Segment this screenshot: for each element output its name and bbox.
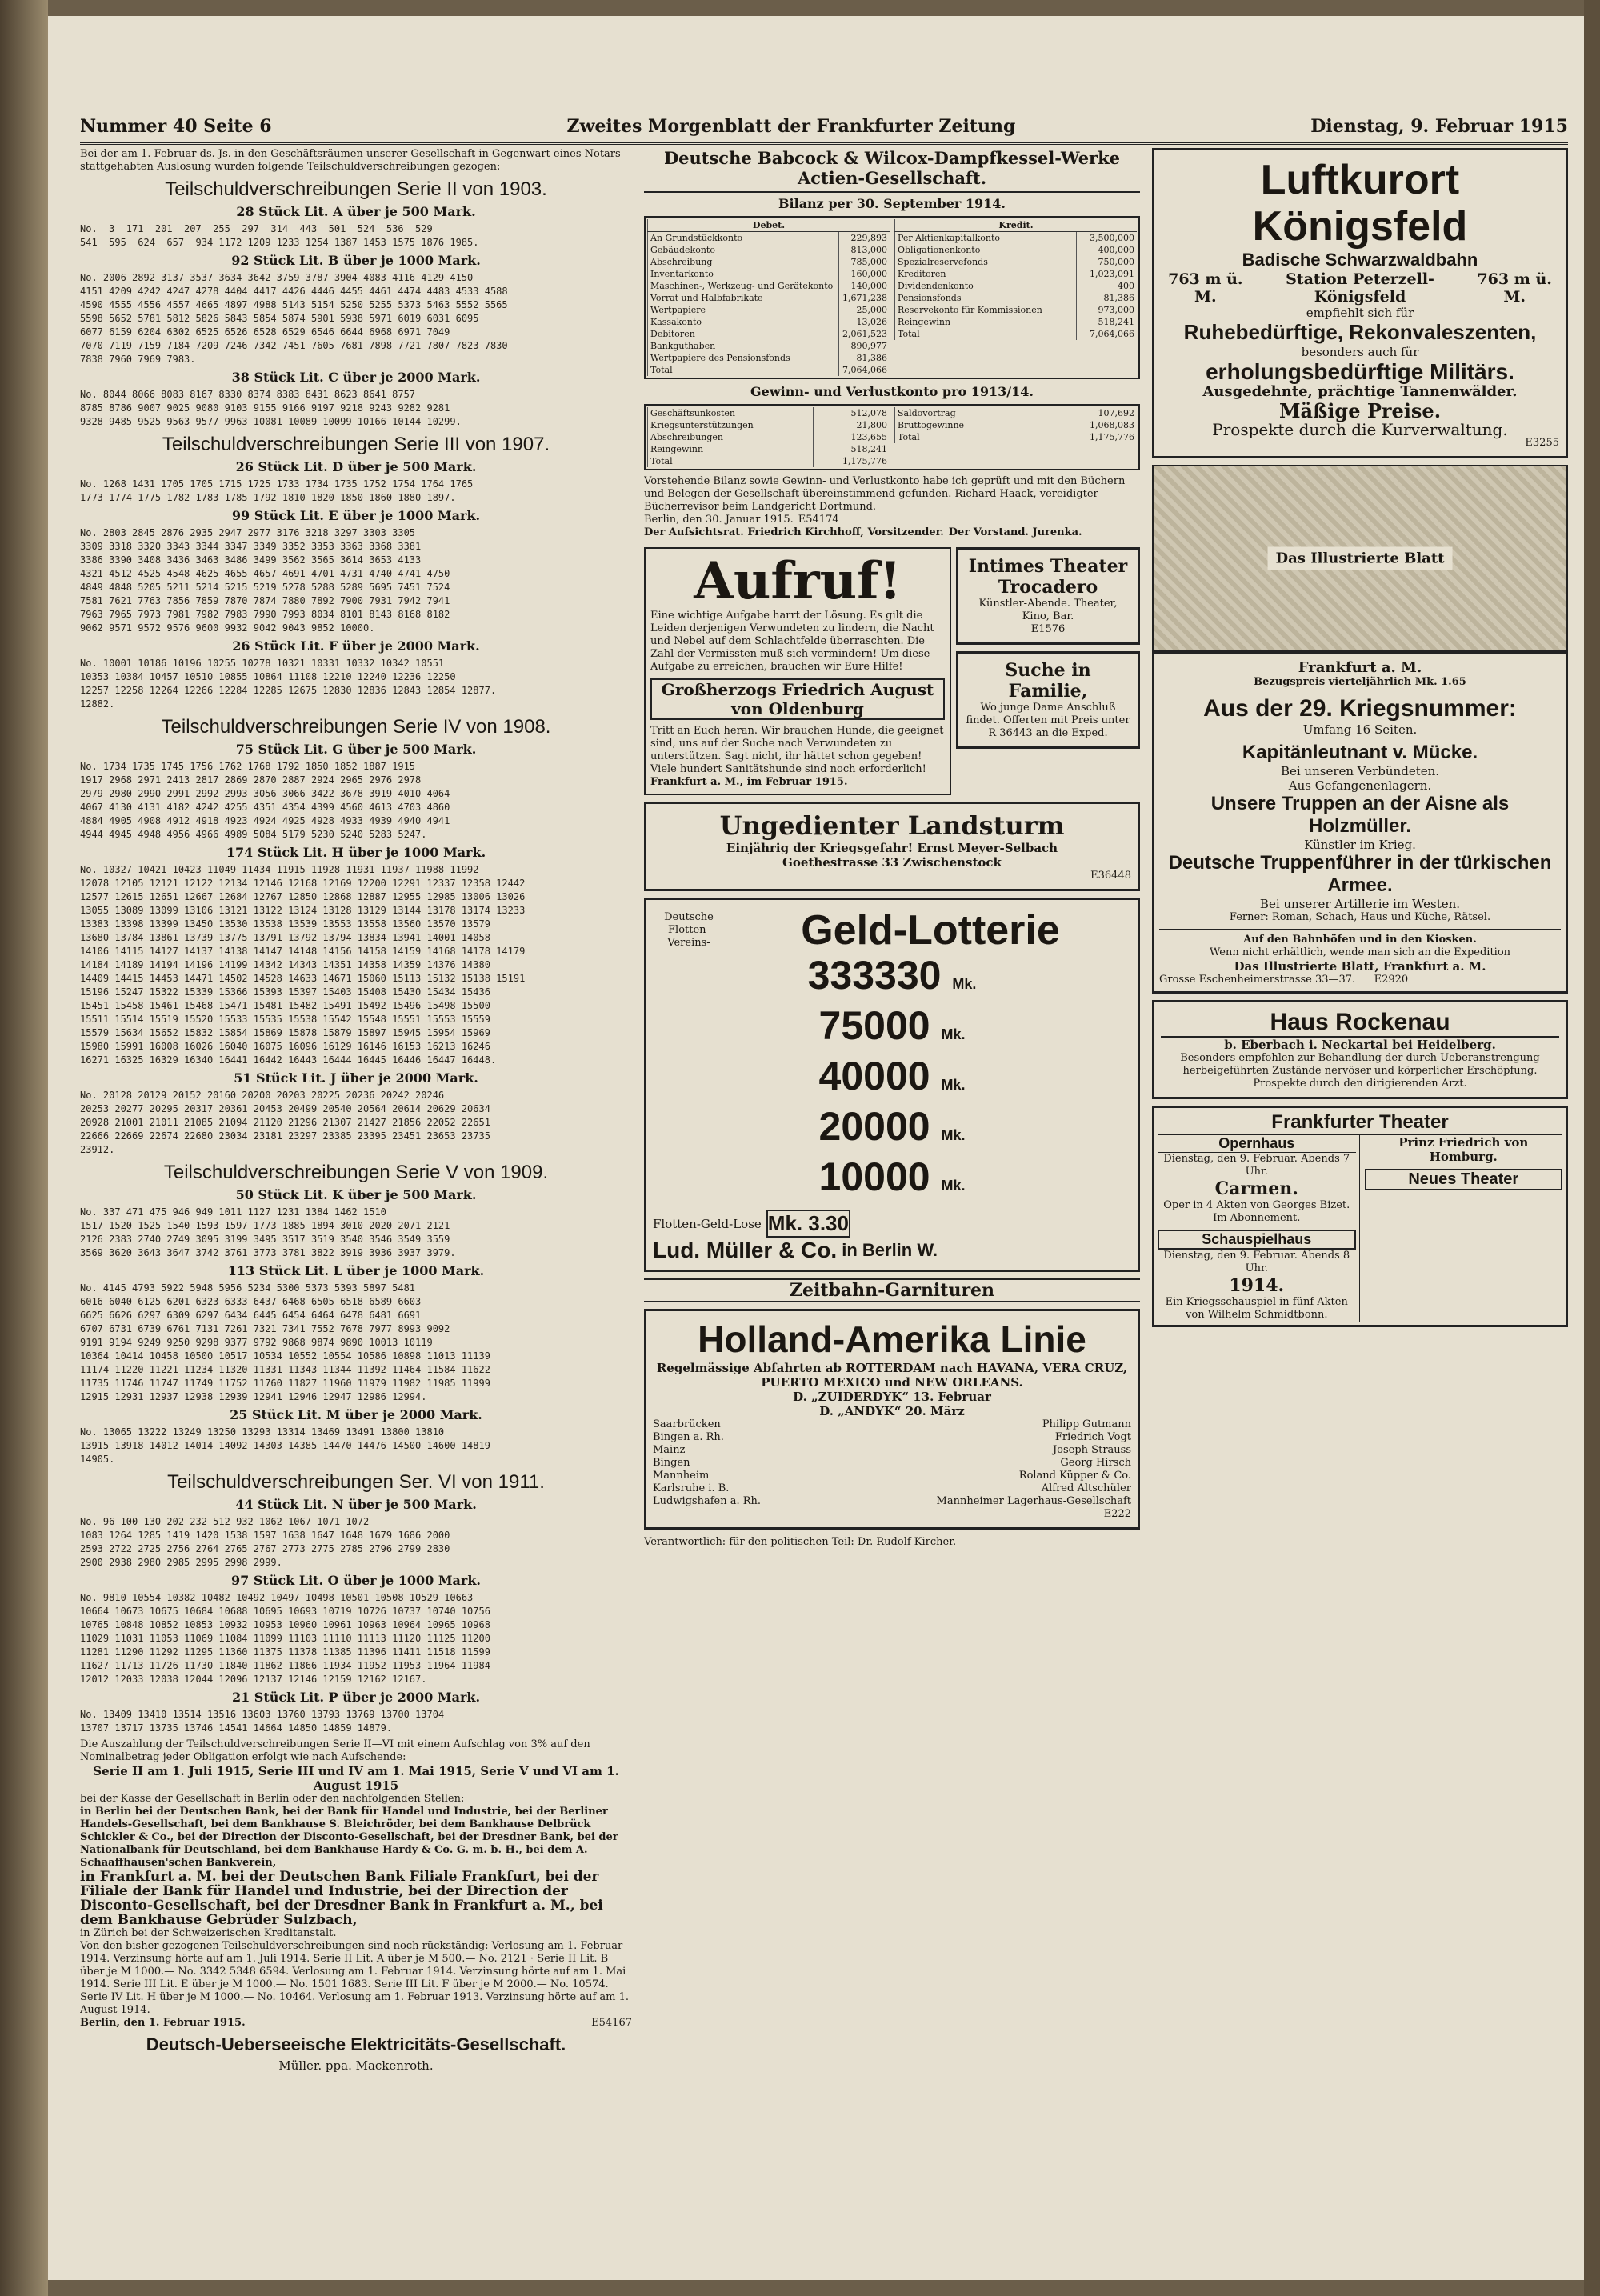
account-label: Wertpapiere des Pensionsfonds [648,352,839,364]
bilanz-title: Bilanz per 30. September 1914. [778,196,1006,211]
account-value: 518,241 [1076,316,1137,328]
walder-text: Ausgedehnte, prächtige Tannenwälder. [1202,383,1518,400]
besonders-text: besonders auch für [1301,345,1419,359]
guv-debet-row [648,455,890,467]
account-label: Kreditoren [895,268,1077,280]
agent-city: Mannheim [653,1470,710,1482]
notice-code: E54167 [591,2017,632,2029]
account-value: 7,064,066 [839,364,890,376]
agent-name: Joseph Strauss [1052,1444,1131,1456]
landsturm-ad [644,802,1140,891]
account-value: 512,078 [814,407,890,419]
account-value: 1,023,091 [1076,268,1137,280]
schau-title: Schauspielhaus [1158,1230,1356,1250]
militaer-text: erholungsbedürftige Militärs. [1206,359,1514,384]
vorstand: Der Vorstand. Jurenka. [948,526,1082,538]
prize-list [653,954,1131,1206]
account-value: 785,000 [839,256,890,268]
guv-debet-row [648,407,890,419]
account-value: 518,241 [814,443,890,455]
aufruf-title: Aufruf! [694,551,902,611]
theater-listing [1152,1106,1568,1327]
lotterie-ad [644,898,1140,1272]
lot-heading: 97 Stück Lit. O über je 1000 Mark. [231,1573,481,1588]
kur-code: E3255 [1525,437,1559,449]
header-left: Nummer 40 Seite 6 [80,116,272,137]
number-list: No. 10327 10421 10423 11049 11434 11915 11928 11931 11937 11988 11992 12078 12105 12121 12122 12134 12146 12168 12169 12200 12291 12337 12358 12442 12577 12615 12651 12667 12684 12767 12850 12868 12887 12955 12985 13006 13026 13055 13089 13099 13106 13121 13122 13124 13128 13129 13144 13178 13174 13233 13383 13398 13399 13450 13530 13538 13539 13553 13558 13560 13570 13579 13680 13784 13861 13739 13775 13791 13792 13794 13834 13941 14001 14058 14106 14115 14127 14137 14138 14147 14148 14156 14158 14159 14168 14178 14179 14184 14189 14194 14196 14199 14342 14343 14351 14358 14359 14376 14380 14409 14415 14453 14471 14502 14528 14633 14671 15060 15113 15132 15138 15191 15196 15247 15322 15339 15366 15393 15397 15403 15408 15430 15434 15436 15451 15458 15461 15468 15471 15481 15482 15491 15492 15496 15498 15500 15511 15514 15519 15520 15533 15535 15538 15542 15548 15551 15553 15559 15579 15634 15652 15832 15854 15869 15878 15879 15897 15945 15954 15969 15980 15991 16008 16026 16040 16075 16096 16129 16146 16153 16213 16246 16271 16325 16329 16340 16441 16442 16443 16444 16445 16446 16447 16448. [80,864,526,1066]
account-value: 1,068,083 [1038,419,1137,431]
guv-kredit-row [895,419,1138,431]
account-value: 13,026 [839,316,890,328]
number-list: No. 1734 1735 1745 1756 1762 1768 1792 1850 1852 1887 1915 1917 2968 2971 2413 2817 2869 2870 2887 2924 2965 2976 2978 2979 2980 2990 2991 2992 2993 3056 3066 3422 3678 3919 4010 4064 4067 4130 4131 4182 4242 4255 4351 4354 4399 4560 4613 4703 4860 4884 4905 4908 4912 4918 4923 4924 4925 4928 4933 4939 4940 4941 4944 4945 4948 4956 4966 4989 5084 5179 5230 5240 5283 5247. [80,761,450,840]
account-label: Vorrat und Halbfabrikate [648,292,839,304]
account-label: Bankguthaben [648,340,839,352]
artillerie: Bei unserer Artillerie im Westen. [1259,897,1461,911]
bei-text: bei der Kasse der Gesellschaft in Berlin oder den nachfolgenden Stellen: [80,1793,465,1805]
account-value: 140,000 [839,280,890,292]
account-value: 1,175,776 [814,455,890,467]
lot-heading: 21 Stück Lit. P über je 2000 Mark. [231,1690,481,1705]
aufsichtsrat: Der Aufsichtsrat. Friedrich Kirchhoff, Vorsitzender. [644,526,944,538]
frankfurt-banks: in Frankfurt a. M. bei der Deutschen Bank Filiale Frankfurt, bei der Filiale der Bank für Handel und Industrie, bei der Direction der Disconto-Gesellschaft, bei der Dresdner Bank in Frankfurt a. M., bei dem Bankhause Gebrüder Sulzbach, [80,1869,603,1928]
verb: Bei unseren Verbündeten. [1280,764,1440,778]
account-label: Total [895,431,1038,443]
kredit-row [895,232,1138,245]
landsturm-address: Goethestrasse 33 Zwischenstock [782,855,1002,870]
schau-text: Ein Kriegsschauspiel in fünf Akten von Wilhelm Schmidtbonn. [1165,1296,1348,1321]
small-ads [956,547,1140,795]
babcock-date: Berlin, den 30. Januar 1915. [644,514,794,526]
agent-row [653,1482,1131,1495]
lotterie-pre: Deutsche Flotten-Vereins- [664,911,714,949]
company-name: Deutsch-Ueberseeische Elektricitäts-Gesellschaft. [146,2034,566,2054]
fuehrer: Deutsche Truppenführer in der türkischen Armee. [1168,852,1552,896]
kredit-row [895,328,1138,340]
theater-title: Frankfurter Theater [1158,1111,1562,1135]
account-label: Abschreibung [648,256,839,268]
kredit-row [895,244,1138,256]
header-center: Zweites Morgenblatt der Frankfurter Zeitung [566,116,1016,137]
babcock-note: Vorstehende Bilanz sowie Gewinn- und Verlustkonto habe ich geprüft und mit den Büchern und Belegen der Gesellschaft übereinstimmend gefunden. Richard Haack, vereidigter Bücherrevisor beim Landgericht Dortmund. [644,475,1126,513]
account-value: 1,175,776 [1038,431,1137,443]
trocadero-ad [956,547,1140,645]
account-label: Abschreibungen [648,431,814,443]
lot-heading: 113 Stück Lit. L über je 1000 Mark. [227,1263,485,1278]
lot-heading: 28 Stück Lit. A über je 500 Mark. [236,204,476,219]
lot-heading: 38 Stück Lit. C über je 2000 Mark. [231,370,481,385]
account-label: Reingewinn [895,316,1077,328]
account-value: 160,000 [839,268,890,280]
kredit-header: Kredit. [895,219,1138,232]
debet-row [648,232,890,245]
series-title: Teilschuldverschreibungen Ser. VI von 1911. [167,1471,545,1493]
kredit-row [895,292,1138,304]
guv-title: Gewinn- und Verlustkonto pro 1913/14. [750,384,1034,399]
berlin-banks: in Berlin bei der Deutschen Bank, bei der Bank für Handel und Industrie, bei der Berliner Handels-Gesellschaft, bei dem Bankhause S. Bleichröder, bei dem Bankhause Delbrück Schickler & Co., bei der Direction der Disconto-Gesellschaft, bei der Dresdner Bank, bei der Nationalbank für Deutschland, bei dem Bankhause Hardy & Co. G. m. b. H., bei dem A. Schaaffhausen'schen Bankverein, [80,1806,618,1869]
carmen: Carmen. [1214,1178,1298,1199]
illus-price: Bezugspreis vierteljährlich Mk. 1.65 [1254,676,1466,688]
debet-header: Debet. [648,219,890,232]
lose-price: Mk. 3.30 [766,1210,850,1238]
lot-heading: 92 Stück Lit. B über je 1000 Mark. [231,253,481,268]
account-value: 81,386 [1076,292,1137,304]
account-label: Kassakonto [648,316,839,328]
account-label: Reservekonto für Kommissionen [895,304,1077,316]
account-value: 400 [1076,280,1137,292]
guv-debet-row [648,431,890,443]
prize-amount: 10000 Mk. [818,1154,966,1199]
account-value: 973,000 [1076,304,1137,316]
landsturm-text: Einjährig der Kriegsgefahr! Ernst Meyer-Selbach [726,841,1058,855]
aufruf-text-2: Tritt an Euch heran. Wir brauchen Hunde, die geeignet sind, uns auf der Suche nach Verwundeten zu unterstützen. Sagt nicht, ihr hättet schon gegeben! Viele hundert Sanitätshunde sind noch erforderlich! [650,725,944,775]
holland-title: Holland-Amerika Linie [698,1318,1086,1360]
account-label: Total [895,328,1077,340]
prize-unit: Mk. [952,976,977,992]
holland-ad [644,1309,1140,1530]
prize-unit: Mk. [941,1077,966,1093]
account-value: 3,500,000 [1076,232,1137,245]
account-label: Total [648,364,839,376]
account-label: Geschäftsunkosten [648,407,814,419]
debet-row [648,316,890,328]
number-list: No. 10001 10186 10196 10255 10278 10321 10331 10332 10342 10551 10353 10384 10457 10510 10855 10864 11108 12210 12240 12236 12250 12257 12258 12264 12266 12284 12285 12675 12830 12836 12843 12854 12877. 12882. [80,658,497,710]
payout-dates: Serie II am 1. Juli 1915, Serie III und IV am 1. Mai 1915, Serie V und VI am 1. August 1915 [93,1764,619,1793]
series-title: Teilschuldverschreibungen Serie V von 1909. [163,1162,549,1183]
agent-row [653,1418,1131,1431]
aufruf-place: Frankfurt a. M., im Februar 1915. [650,776,848,788]
number-list: No. 337 471 475 946 949 1011 1127 1231 1384 1462 1510 1517 1520 1525 1540 1593 1597 1773 1885 1894 3010 2020 2071 2121 2126 2383 2740 2749 3095 3199 3495 3517 3519 3540 3546 3549 3559 3569 3620 3643 3647 3742 3761 3773 3781 3822 3919 3936 3937 3979. [80,1206,456,1258]
account-label: Per Aktienkapitalkonto [895,232,1077,245]
carmen-text: Oper in 4 Akten von Georges Bizet. Im Abonnement. [1163,1199,1350,1224]
neues-title: Neues Theater [1365,1169,1563,1190]
grossherzog: Großherzogs Friedrich August von Oldenburg [650,678,945,720]
agent-city: Karlsruhe i. B. [653,1482,730,1494]
account-value: 890,977 [839,340,890,352]
debet-row [648,244,890,256]
page-header [80,110,1568,145]
account-value: 813,000 [839,244,890,256]
station-name: Station Peterzell-Königsfeld [1286,270,1434,306]
account-label: Saldovortrag [895,407,1038,419]
account-label: Kriegsunterstützungen [648,419,814,431]
header-right: Dienstag, 9. Februar 1915 [1310,116,1568,137]
aufruf-text: Eine wichtige Aufgabe harrt der Lösung. Es gilt die Leiden derjenigen Verwundeten zu lindern, die Nacht und Nebel auf dem Schlachtfelde überraschten. Die Zahl der Vermissten muß sich vermindern! Um diese Aufgabe zu erreichen, brauchen wir Eure Hilfe! [650,610,934,673]
number-list: No. 3 171 201 207 255 297 314 443 501 524 536 529 541 595 624 657 934 1172 1209 1233 1254 1387 1453 1575 1876 1985. [80,223,479,248]
suche-title: Suche in Familie, [1005,660,1091,702]
number-list: No. 2803 2845 2876 2935 2947 2977 3176 3218 3297 3303 3305 3309 3318 3320 3343 3344 3347 3349 3352 3353 3363 3368 3381 3386 3390 3408 3436 3463 3486 3499 3562 3565 3614 3653 4133 4321 4512 4525 4548 4625 4655 4657 4691 4701 4731 4740 4741 4750 4849 4848 5205 5211 5214 5215 5219 5278 5288 5289 5695 7451 7524 7581 7621 7763 7856 7859 7870 7874 7880 7892 7900 7931 7942 7941 7963 7965 7973 7981 7982 7983 7990 7993 8034 8101 8143 8168 8182 9062 9571 9572 9576 9600 9932 9042 9043 9852 10000. [80,527,450,634]
account-value: 750,000 [1076,256,1137,268]
dampfer-1: D. „ZUIDERDYK“ 13. Februar [793,1390,991,1404]
prize-amount: 40000 Mk. [818,1054,966,1098]
babcock-code: E54174 [798,514,839,526]
account-value: 400,000 [1076,244,1137,256]
account-value: 2,061,523 [839,328,890,340]
account-value: 7,064,066 [1076,328,1137,340]
account-value: 107,692 [1038,407,1137,419]
umfang: Umfang 16 Seiten. [1302,722,1418,737]
lotterie-title: Geld-Lotterie [801,907,1060,954]
column-middle [644,148,1140,2220]
agent-city: Ludwigshafen a. Rh. [653,1495,762,1507]
prize-unit: Mk. [941,1127,966,1143]
guv-kredit-row [895,431,1138,443]
guv-kredit-row [895,407,1138,419]
koenigsfeld-title: Luftkurort Königsfeld [1252,157,1468,250]
lot-heading: 50 Stück Lit. K über je 500 Mark. [235,1187,477,1202]
zuerich-bank: in Zürich bei der Schweizerischen Kreditanstalt. [80,1927,337,1939]
account-label: Total [648,455,814,467]
debet-row [648,256,890,268]
guv-debet-row [648,443,890,455]
holland-code: E222 [1103,1508,1131,1520]
lot-heading: 44 Stück Lit. N über je 500 Mark. [235,1497,477,1512]
rockenau-loc: b. Eberbach i. Neckartal bei Heidelberg. [1224,1038,1496,1052]
account-value: 81,386 [839,352,890,364]
book-gutter [0,0,48,2296]
notice-date: Berlin, den 1. Februar 1915. [80,2017,246,2029]
trocadero-title: Intimes Theater Trocadero [968,556,1128,598]
debet-row [648,280,890,292]
oper-title: Opernhaus [1158,1135,1356,1153]
kredit-row [895,304,1138,316]
koenigsfeld-ad [1152,148,1568,458]
kredit-table [894,219,1137,340]
truppen: Unsere Truppen an der Aisne als Holzmüller. [1210,793,1510,837]
number-list: No. 9810 10554 10382 10482 10492 10497 10498 10501 10508 10529 10663 10664 10673 10675 10684 10688 10695 10693 10719 10726 10737 10740 10756 10765 10848 10852 10853 10932 10953 10960 10961 10963 10964 10965 10968 11029 11031 11053 11069 11084 11099 11103 11110 11113 11120 11125 11200 11281 11290 11292 11295 11360 11375 11378 11385 11396 11411 11518 11599 11627 11713 11726 11730 11840 11862 11866 11934 11952 11953 11964 11984 12012 12033 12038 12044 12096 12137 12146 12159 12162 12167. [80,1592,490,1685]
debet-row [648,268,890,280]
prize-unit: Mk. [941,1178,966,1194]
agent-name: Georg Hirsch [1060,1457,1131,1469]
debet-row [648,292,890,304]
account-label: An Grundstückkonto [648,232,839,245]
number-list: No. 13409 13410 13514 13516 13603 13760 13793 13769 13700 13704 13707 13717 13735 13746 14541 14664 14850 14859 14879. [80,1709,445,1734]
lot-heading: 25 Stück Lit. M über je 2000 Mark. [230,1407,482,1422]
landsturm-code: E36448 [1090,870,1131,882]
agent-city: Mainz [653,1444,686,1456]
agent-row [653,1431,1131,1444]
number-list: No. 8044 8066 8083 8167 8330 8374 8383 8431 8623 8641 8757 8785 8786 9007 9025 9080 9103 9155 9166 9197 9218 9243 9282 9281 9328 9485 9525 9563 9577 9963 10081 10089 10099 10166 10144 10299. [80,389,462,427]
prize-amount: 20000 Mk. [818,1104,966,1149]
lud-city: in Berlin W. [842,1240,938,1260]
account-value: 21,800 [814,419,890,431]
column-drawings [80,148,632,2220]
agent-city: Saarbrücken [653,1418,721,1430]
lot-heading: 51 Stück Lit. J über je 2000 Mark. [234,1070,478,1086]
height-left: 763 m ü. M. [1168,270,1243,306]
schau-date: Dienstag, den 9. Februar. Abends 8 Uhr. [1163,1250,1350,1274]
height-right: 763 m ü. M. [1477,270,1552,306]
agent-name: Philipp Gutmann [1042,1418,1131,1430]
prinz: Prinz Friedrich von Homburg. [1398,1135,1529,1164]
guv-sheet [644,404,1140,470]
account-value: 1,671,238 [839,292,890,304]
gefangen: Aus Gefangenenlagern. [1288,778,1432,793]
mucke: Kapitänleutnant v. Mücke. [1242,742,1478,763]
guv-debet-table [647,407,890,467]
suche-ad [956,651,1140,749]
kredit-row [895,280,1138,292]
account-label: Maschinen-, Werkzeug- und Gerätekonto [648,280,839,292]
agent-row [653,1470,1131,1482]
lud-mueller: Lud. Müller & Co. [653,1238,838,1262]
preise-text: Mäßige Preise. [1278,399,1442,422]
oper-date: Dienstag, den 9. Februar. Abends 7 Uhr. [1163,1153,1350,1178]
trocadero-text: Künstler-Abende. Theater, Kino, Bar. [978,598,1118,622]
agent-name: Alfred Altschüler [1041,1482,1131,1494]
dampfer-2: D. „ANDYK“ 20. März [819,1404,965,1418]
prize-unit: Mk. [941,1026,966,1042]
bahn-name: Badische Schwarzwaldbahn [1242,250,1478,270]
debet-row [648,364,890,376]
schau-year: 1914. [1229,1275,1285,1296]
account-value: 229,893 [839,232,890,245]
lot-heading: 75 Stück Lit. G über je 500 Mark. [235,742,477,757]
agent-city: Bingen [653,1457,690,1469]
intro-text: Bei der am 1. Februar ds. Js. in den Geschäftsräumen unserer Gesellschaft in Gegenwart eines Notars stattgehabten Auslosung wurden folgende Teilschuldverschreibungen gezogen: [80,148,621,173]
lot-heading: 99 Stück Lit. E über je 1000 Mark. [231,508,481,523]
agent-row [653,1444,1131,1457]
ferner: Ferner: Roman, Schach, Haus und Küche, Rätsel. [1229,911,1491,923]
newspaper-page [48,16,1584,2280]
debet-table [647,219,890,376]
account-label: Obligationenkonto [895,244,1077,256]
series-title: Teilschuldverschreibungen Serie III von 1907. [162,434,550,455]
aufruf-box [644,547,951,795]
number-list: No. 13065 13222 13249 13250 13293 13314 13469 13491 13800 13810 13915 13918 14012 14014 14092 14303 14385 14470 14476 14500 14600 14819 14905. [80,1426,490,1465]
account-value: 25,000 [839,304,890,316]
guv-kredit-table [894,407,1137,443]
trocadero-code: E1576 [1030,623,1066,635]
lot-heading: 26 Stück Lit. F über je 2000 Mark. [232,638,480,654]
account-label: Gebäudekonto [648,244,839,256]
rockenau-ad [1152,1000,1568,1099]
zeitbahn-title: Zeitbahn-Garnituren [644,1278,1140,1302]
balance-sheet [644,216,1140,379]
agent-name: Friedrich Vogt [1054,1431,1131,1443]
number-list: No. 2006 2892 3137 3537 3634 3642 3759 3787 3904 4083 4116 4129 4150 4151 4209 4242 4247 4278 4404 4417 4426 4446 4455 4461 4474 4483 4533 4588 4590 4555 4556 4557 4665 4897 4988 5143 5154 5250 5255 5373 5463 5552 5565 5598 5652 5781 5812 5826 5843 5854 5874 5901 5938 5971 6019 6031 6095 6077 6159 6204 6302 6525 6526 6528 6529 6546 6644 6968 6971 7049 7070 7119 7159 7184 7209 7246 7342 7451 7605 7681 7898 7721 7807 7823 7830 7838 7960 7969 7983. [80,272,508,365]
aufruf-row [644,547,1140,795]
number-list: No. 20128 20129 20152 20160 20200 20203 20225 20236 20242 20246 20253 20277 20295 20317 20361 20453 20499 20540 20564 20614 20629 20634 20928 21001 21011 21085 21094 21120 21296 21307 21427 21856 22052 22651 22666 22669 22674 22680 23034 23181 23297 23385 23395 23451 23653 23735 23912. [80,1090,490,1155]
number-list: No. 1268 1431 1705 1705 1715 1725 1733 1734 1735 1752 1754 1764 1765 1773 1774 1775 1782 1783 1785 1792 1810 1820 1850 1860 1880 1897. [80,478,474,503]
babcock-title: Deutsche Babcock & Wilcox-Dampfkessel-Werke Actien-Gesellschaft. [644,148,1140,193]
number-list: No. 96 100 130 202 232 512 932 1062 1067 1071 1072 1083 1264 1285 1419 1420 1538 1597 1638 1647 1648 1679 1686 2000 2593 2722 2725 2756 2764 2765 2767 2773 2775 2785 2796 2799 2830 2900 2938 2980 2985 2995 2998 2999. [80,1516,450,1568]
series-title: Teilschuldverschreibungen Serie IV von 1908. [161,716,551,738]
account-label: Pensionsfonds [895,292,1077,304]
illustrierte-ad [1152,465,1568,994]
illus-label: Das Illustrierte Blatt [1268,547,1453,570]
kriegsnummer: Aus der 29. Kriegsnummer: [1203,695,1517,722]
kredit-row [895,256,1138,268]
debet-row [648,340,890,352]
outstanding-text: Von den bisher gezogenen Teilschuldverschreibungen sind noch rückständig: Verlosung am 1. Februar 1914. Verzinsung hörte auf am 1. Juli 1914. Serie II Lit. A über je M 500.— No. 2121 · Serie II Lit. B über je M 1000.— No. 3342 5348 6594. Verlosung am 1. Februar 1914. Verzinsung hörte auf am 1. Mai 1914. Serie III Lit. E über je M 1000.— No. 1501 1683. Serie III Lit. F über je M 2000.— No. 10574. Serie IV Lit. H über je M 1000.— No. 10464. Verlosung am 1. Februar 1913. Verzinsung hörte auf am 1. August 1914. [80,1940,629,2016]
lot-heading: 26 Stück Lit. D über je 500 Mark. [235,459,477,474]
holland-routes: Regelmässige Abfahrten ab ROTTERDAM nach HAVANA, VERA CRUZ, PUERTO MEXICO und NEW ORLEANS. [656,1361,1128,1390]
account-label: Wertpapiere [648,304,839,316]
bahnhoefen: Auf den Bahnhöfen und in den Kiosken. [1243,934,1477,946]
agent-name: Roland Küpper & Co. [1018,1470,1131,1482]
suche-text: Wo junge Dame Anschluß findet. Offerten mit Preis unter R 36443 an die Exped. [966,702,1130,739]
page-edge [1584,0,1600,2296]
agent-city: Bingen a. Rh. [653,1431,724,1443]
imprint: Verantwortlich: für den politischen Teil: Dr. Rudolf Kircher. [644,1536,957,1548]
prize-amount: 333330 Mk. [807,953,977,998]
agent-list [653,1418,1131,1508]
kredit-row [895,268,1138,280]
series-title: Teilschuldverschreibungen Serie II von 1903. [165,178,547,200]
direkt: Wenn nicht erhältlich, wende man sich an die Expedition [1209,946,1511,958]
prize-amount: 75000 Mk. [818,1003,966,1048]
account-value: 123,655 [814,431,890,443]
agent-name: Mannheimer Lagerhaus-Gesellschaft [936,1495,1131,1507]
newsboy-illustration [1152,465,1568,652]
debet-row [648,304,890,316]
blatt-name: Das Illustrierte Blatt, Frankfurt a. M. [1234,959,1486,974]
kuenstler: Künstler im Krieg. [1304,838,1416,852]
lose-label: Flotten-Geld-Lose [653,1216,762,1231]
account-label: Dividendenkonto [895,280,1077,292]
column-right [1152,148,1568,2220]
kredit-row [895,316,1138,328]
signers: Müller. ppa. Mackenroth. [278,2058,434,2073]
lot-heading: 174 Stück Lit. H über je 1000 Mark. [226,845,486,860]
number-list: No. 4145 4793 5922 5948 5956 5234 5300 5373 5393 5897 5481 6016 6040 6125 6201 6323 6333 6437 6468 6505 6518 6589 6603 6625 6626 6297 6309 6297 6434 6445 6454 6464 6478 6481 6691 6707 6731 6739 6761 7131 7261 7321 7341 7552 7678 7977 8993 9092 9191 9194 9249 9250 9298 9377 9792 9868 9874 9890 10013 10119 10364 10414 10458 10500 10517 10534 10552 10554 10586 10898 11013 11139 11174 11220 11221 11234 11320 11331 11343 11344 11392 11464 11584 11622 11735 11746 11747 11749 11752 11760 11827 11960 11979 11982 11985 11999 12915 12931 12937 12938 12939 12941 12946 12947 12986 12994. [80,1282,490,1402]
payout-text: Die Auszahlung der Teilschuldverschreibungen Serie II—VI mit einem Aufschlag von 3% auf den Nominalbetrag jeder Obligation erfolgt wie nach Aufschende: [80,1738,590,1763]
agent-row [653,1495,1131,1508]
account-label: Debitoren [648,328,839,340]
account-label: Spezialreservefonds [895,256,1077,268]
guv-debet-row [648,419,890,431]
debet-row [648,328,890,340]
rockenau-title: Haus Rockenau [1161,1009,1559,1038]
account-label: Reingewinn [648,443,814,455]
ruhe-text: Ruhebedürftige, Rekonvaleszenten, [1183,320,1537,344]
landsturm-title: Ungedienter Landsturm [719,810,1065,841]
account-label: Inventarkonto [648,268,839,280]
debet-row [648,352,890,364]
agent-row [653,1457,1131,1470]
blatt-code: E2920 [1374,974,1409,986]
account-label: Bruttogewinne [895,419,1038,431]
illus-city: Frankfurt a. M. [1298,659,1422,676]
prospekte-text: Prospekte durch die Kurverwaltung. [1212,420,1508,439]
blatt-street: Grosse Eschenheimerstrasse 33—37. [1159,974,1356,986]
empf-text: empfiehlt sich für [1306,306,1414,320]
rockenau-text: Besonders empfohlen zur Behandlung der durch Ueberanstrengung herbeigeführten Zustände nervöser und körperlicher Erschöpfung. Prospekte durch den dirigierenden Arzt. [1180,1052,1540,1090]
